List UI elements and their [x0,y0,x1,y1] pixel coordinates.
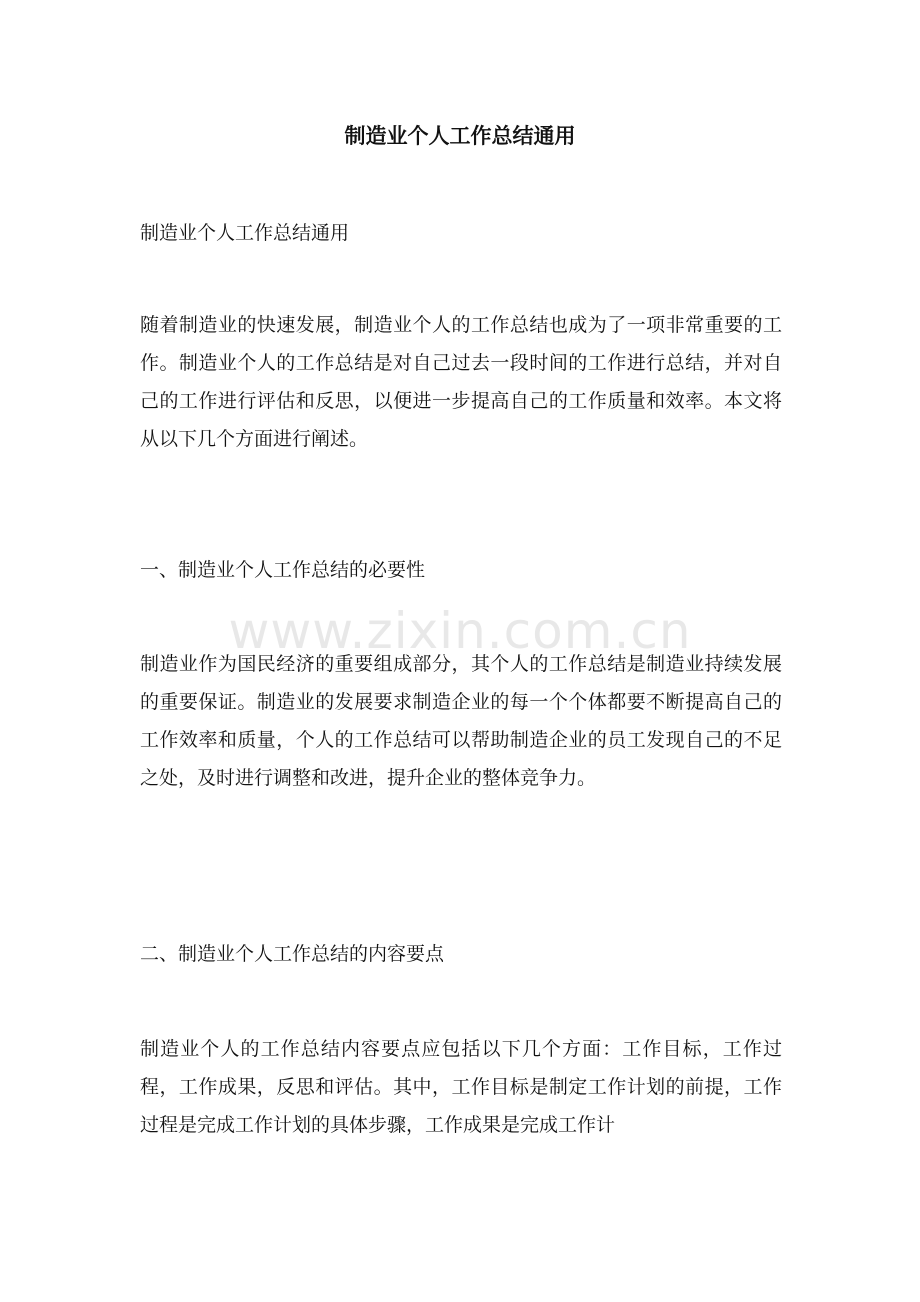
document-subtitle: 制造业个人工作总结通用 [140,222,350,244]
watermark: www.zixin.com.cn [228,602,692,660]
section-2-paragraph: 制造业个人的工作总结内容要点应包括以下几个方面：工作目标，工作过程，工作成果，反思和评估。其中，工作目标是制定工作计划的前提，工作过程是完成工作计划的具体步骤，工作成果是完成工作计 [140,1038,782,1136]
section-1-heading: 一、制造业个人工作总结的必要性 [140,559,426,581]
document-title: 制造业个人工作总结通用 [344,123,576,148]
section-1-paragraph: 制造业作为国民经济的重要组成部分，其个人的工作总结是制造业持续发展的重要保证。制造业的发展要求制造企业的每一个个体都要不断提高自己的工作效率和质量，个人的工作总结可以帮助制造企业的员工发现自己的不足之处，及时进行调整和改进，提升企业的整体竞争力。 [140,653,782,789]
section-2-heading: 二、制造业个人工作总结的内容要点 [140,943,445,965]
intro-paragraph: 随着制造业的快速发展，制造业个人的工作总结也成为了一项非常重要的工作。制造业个人的工作总结是对自己过去一段时间的工作进行总结，并对自己的工作进行评估和反思，以便进一步提高自己的工作质量和效率。本文将从以下几个方面进行阐述。 [140,314,782,450]
